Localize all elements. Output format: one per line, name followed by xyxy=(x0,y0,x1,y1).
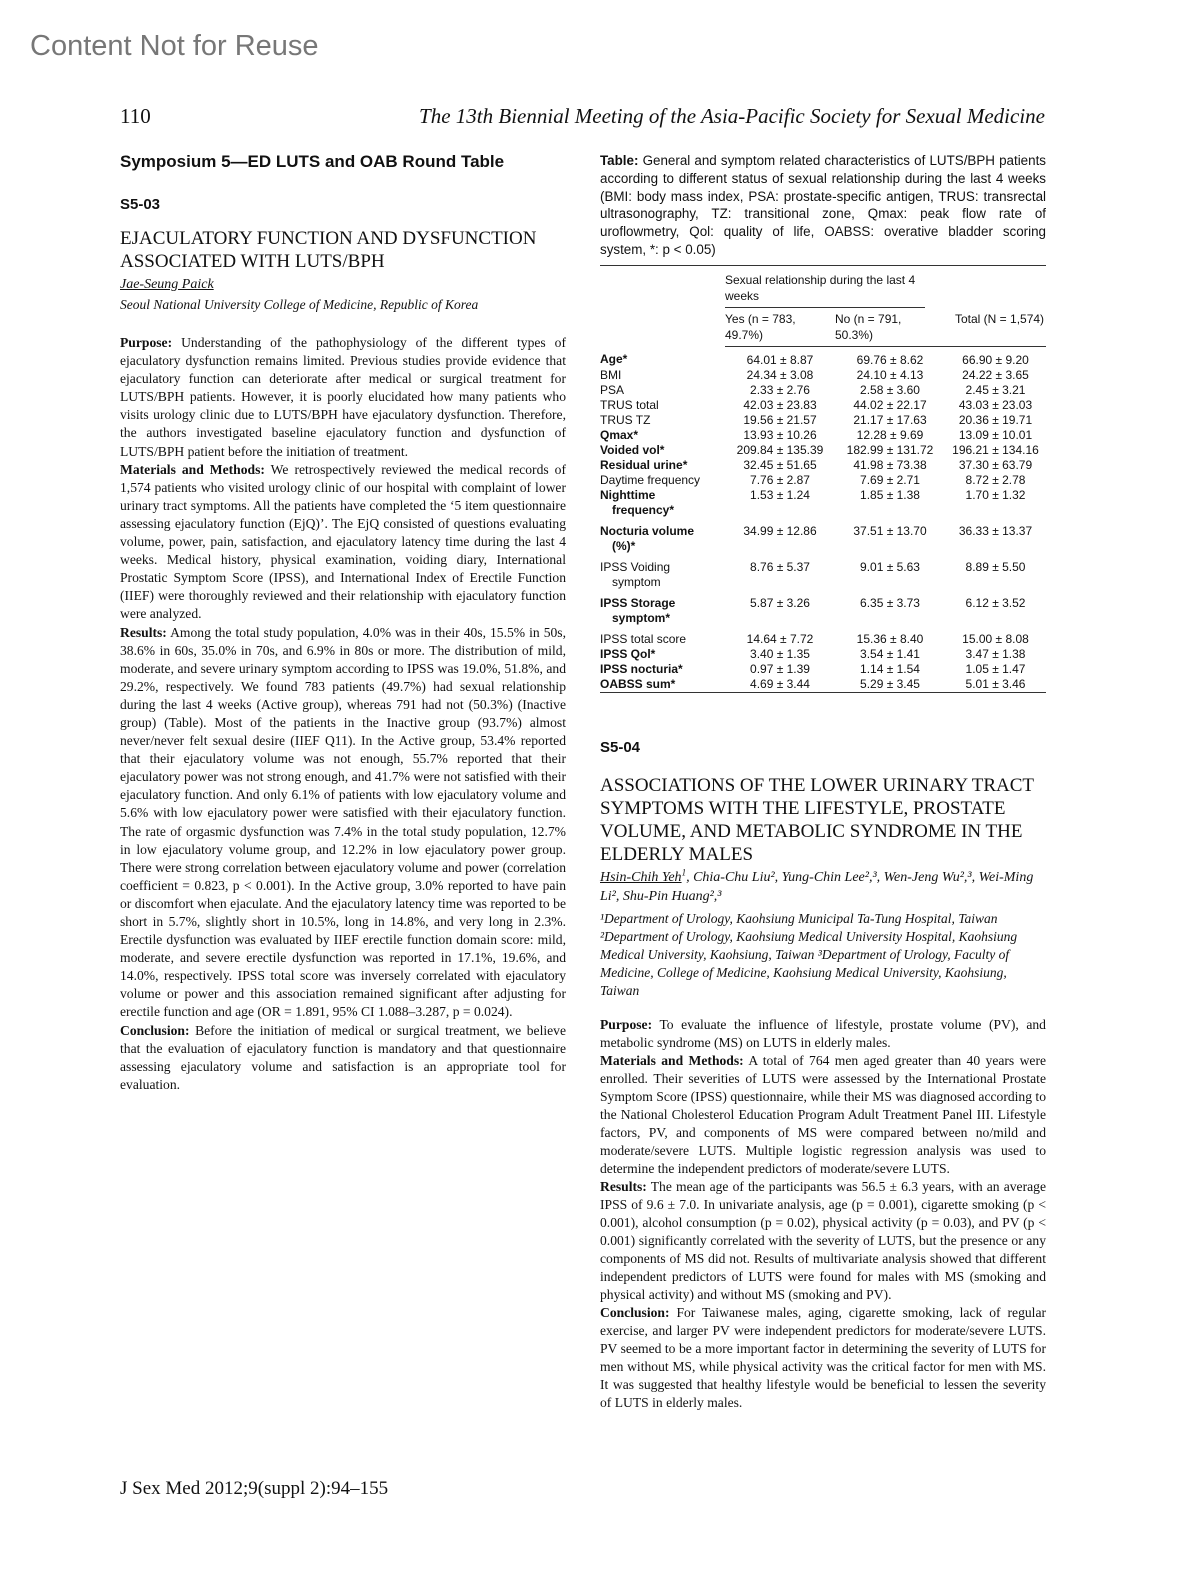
row-label: Nighttime xyxy=(600,487,656,502)
table-row xyxy=(600,383,1046,398)
characteristics-table xyxy=(600,265,1046,693)
affiliation-s5-03: Seoul National University College of Medicine, Republic of Korea xyxy=(120,297,479,312)
conclusion-label-s5-04: Conclusion: xyxy=(600,1304,670,1320)
row-label: OABSS sum* xyxy=(600,676,676,691)
methods-text: We retrospectively reviewed the medical records of 1,574 patients who visited urology clinic of our hospital with complaint of lower urinary tract symptoms. All the patients have completed the ‘5 item questionnaire assessing ejaculatory function (EjQ)’. The EjQ consisted of questions evaluating volume, power, pain, satisfaction, and ejaculatory latency time during the last 4 weeks. Medical history, physical examination, voiding diary, International Prostatic Symptom Score (IPSS), and International Index of Erectile Function (IIEF) were thoroughly reviewed and their relationship with ejaculatory function were analyzed. xyxy=(120,461,566,622)
row-label: IPSS Storage xyxy=(600,595,676,610)
cell-yes: 14.64 ± 7.72 xyxy=(746,631,814,646)
section-id-s5-04: S5-04 xyxy=(600,738,641,756)
abstract-body-s5-03 xyxy=(120,334,566,1094)
cell-total: 37.30 ± 63.79 xyxy=(958,457,1033,472)
cell-no: 69.76 ± 8.62 xyxy=(856,352,924,367)
cell-yes: 209.84 ± 135.39 xyxy=(736,442,824,457)
cell-total: 2.45 ± 3.21 xyxy=(965,382,1026,397)
abstract-title-s5-04: ASSOCIATIONS OF THE LOWER URINARY TRACT SYMPTOMS WITH THE LIFESTYLE, PROSTATE VOLUME, AND METABOLIC SYNDROME IN THE ELDERLY MALES xyxy=(600,774,1034,865)
table-row xyxy=(600,413,1046,428)
cell-total: 43.03 ± 23.03 xyxy=(958,397,1033,412)
row-label: Daytime frequency xyxy=(600,472,701,487)
symposium-title: Symposium 5—ED LUTS and OAB Round Table xyxy=(120,152,505,171)
row-label: IPSS total score xyxy=(600,631,687,646)
right-column xyxy=(600,152,1046,1412)
journal-running-title: The 13th Biennial Meeting of the Asia-Pacific Society for Sexual Medicine xyxy=(419,104,1045,128)
methods-text-s5-04: A total of 764 men aged greater than 40 years were enrolled. Their severities of LUTS were assessed by the International Prostate Symptom Score (IPSS) questionnaire, while their MS was diagnosed according to the National Cholesterol Education Program Adult Treatment Panel III. Lifestyle factors, PV, and components of MS were compared between no/mild and moderate/severe LUTS. Multiple logistic regression analysis was used to determine the independent predictors of moderate/severe LUTS. xyxy=(600,1052,1047,1176)
purpose-text-s5-04: To evaluate the influence of lifestyle, prostate volume (PV), and metabolic syndrome (MS) on LUTS in elderly males. xyxy=(600,1016,1046,1050)
span-header: Sexual relationship during the last 4 weeks xyxy=(725,272,925,308)
results-text-s5-04: The mean age of the participants was 56.5 ± 6.3 years, with an average IPSS of 9.6 ± 7.0. In univariate analysis, age (p = 0.001), cigarette smoking (p < 0.001), alcohol consumption (p = 0.02), physical activity (p = 0.03), and PV (p < 0.001) significantly correlated with the severity of LUTS, but the presence or any components of MS did not. Results of multivariate analysis showed that different independent predictors of LUTS were found for males with MS (smoking and physical activity) and without MS (smoking and PV). xyxy=(600,1178,1046,1302)
author-s5-03: Jae-Seung Paick xyxy=(120,277,214,292)
table-caption xyxy=(600,152,1046,259)
cell-no: 6.35 ± 3.73 xyxy=(860,595,920,610)
abstract-s5-04 xyxy=(600,739,1046,1412)
purpose-text: Understanding of the pathophysiology of the different types of ejaculatory dysfunction remains limited. Previous studies provide evidence that ejaculatory function can deteriorate after medical or surgical treatment for LUTS/BPH patients. However, it is poorly elucidated how many patients who visits urology clinic due to LUTS/BPH have ejaculatory dysfunction. Therefore, the authors investigated baseline ejaculatory function and dysfunction of LUTS/BPH patient before the initiation of treatment. xyxy=(120,335,566,459)
table-row xyxy=(600,346,1046,368)
methods-label: Materials and Methods: xyxy=(120,461,265,477)
cell-no: 37.51 ± 13.70 xyxy=(853,523,927,538)
cell-total: 36.33 ± 13.37 xyxy=(958,523,1033,538)
table-row xyxy=(600,428,1046,443)
cell-yes: 7.76 ± 2.87 xyxy=(750,472,810,487)
cell-no: 182.99 ± 131.72 xyxy=(846,442,934,457)
cell-total: 20.36 ± 19.71 xyxy=(958,412,1033,427)
conclusion-paragraph-s5-04 xyxy=(600,1304,1046,1412)
purpose-paragraph-s5-04 xyxy=(600,1016,1046,1052)
table-row xyxy=(600,473,1046,488)
purpose-label: Purpose: xyxy=(120,335,173,350)
cell-yes: 2.33 ± 2.76 xyxy=(750,382,810,397)
cell-no: 44.02 ± 22.17 xyxy=(853,397,927,412)
table-row xyxy=(600,488,1046,518)
cell-no: 12.28 ± 9.69 xyxy=(856,427,924,442)
cell-no: 15.36 ± 8.40 xyxy=(856,631,924,646)
row-label: BMI xyxy=(600,367,622,382)
table-row xyxy=(600,518,1046,554)
abstract-title-s5-03: EJACULATORY FUNCTION AND DYSFUNCTION ASSOCIATED WITH LUTS/BPH xyxy=(120,228,537,272)
section-id-s5-03: S5-03 xyxy=(120,196,161,213)
table-row xyxy=(600,662,1046,677)
row-label: IPSS nocturia* xyxy=(600,661,683,676)
row-label-continuation: symptom xyxy=(612,574,661,589)
cell-no: 1.85 ± 1.38 xyxy=(860,487,920,502)
purpose-label-s5-04: Purpose: xyxy=(600,1016,653,1032)
row-label-continuation: (%)* xyxy=(612,538,636,553)
cell-total: 5.01 ± 3.46 xyxy=(945,677,1046,693)
results-paragraph xyxy=(120,624,566,1022)
methods-label-s5-04: Materials and Methods: xyxy=(600,1052,744,1068)
cell-no: 9.01 ± 5.63 xyxy=(860,559,920,574)
table-row xyxy=(600,626,1046,647)
row-label-continuation: symptom* xyxy=(612,610,671,625)
cell-yes: 0.97 ± 1.39 xyxy=(750,661,810,676)
abstract-body-s5-04 xyxy=(600,1016,1046,1412)
col-header-yes: Yes (n = 783, 49.7%) xyxy=(725,311,796,342)
cell-total: 66.90 ± 9.20 xyxy=(962,352,1029,367)
cell-yes: 4.69 ± 3.44 xyxy=(725,677,835,693)
results-label: Results: xyxy=(120,624,167,640)
table-row xyxy=(600,677,1046,693)
affiliations-s5-04: ¹Department of Urology, Kaohsiung Municipal Ta-Tung Hospital, Taiwan ²Department of Urology, Kaohsiung Medical University Hospital, Kaohsiung Medical University, Kaohsiung, Taiwan ³Department of Urology, Faculty of Medicine, College of Medicine, Kaohsiung Medical University, Kaohsiung, Taiwan xyxy=(600,910,1018,998)
row-label-continuation: frequency* xyxy=(612,502,675,517)
conclusion-text-s5-04: For Taiwanese males, aging, cigarette smoking, lack of regular exercise, and larger PV were independent predictors for moderate/severe LUTS. PV seemed to be a more important factor in determining the severity of LUTS for men without MS, while physical activity was the critical factor for men with MS. It was suggested that healthy lifestyle would be beneficial to lessen the severity of LUTS in elderly males. xyxy=(600,1304,1046,1410)
cell-total: 3.47 ± 1.38 xyxy=(965,646,1026,661)
results-text: Among the total study population, 4.0% was in their 40s, 15.5% in 50s, 38.6% in 60s, 35.0% in 70s, and 6.9% in 80s or more. The distribution of mild, moderate, and severe urinary symptom according to IPSS was 19.0%, 51.8%, and 29.2%, respectively. We found 783 patients (49.7%) had sexual relationship during the last 4 weeks (Active group), whereas 791 had not (50.3%) (Inactive group) (Table). Most of the patients in the Inactive group (93.7%) almost never/never felt sexual desire (IIEF Q11). In the Active group, 53.4% reported that their ejaculatory volume was not enough, 55.7% reported that their ejaculatory power was not strong enough, and 41.7% were not satisfied with their ejaculatory function. And only 6.1% of patients with low ejaculatory volume and 5.6% with low ejaculatory power were satisfied with their ejaculatory function. The rate of orgasmic dysfunction was 7.4% in the total study population, 12.7% in low ejaculatory volume group, and 12.2% in low ejaculatory power group. There were strong correlation between ejaculatory volume and power (correlation coefficient = 0.823, p < 0.001). In the Active group, 3.0% reported to have pain or discomfort when ejaculate. And the ejaculatory latency time was reported to be short in 5.7%, slightly short in 10.5%, long in 14.8%, and very long in 2.3%. Erectile dysfunction was evaluated by IIEF erectile function domain score: mild, moderate, and severe erectile dysfunction was reported in 17.1%, 19.6%, and 14.0%, respectively. IPSS total score was inversely correlated with ejaculatory volume or power and this association remained significant after adjusting for erectile function and age (OR = 1.891, 95% CI 1.088–3.287, p = 0.024). xyxy=(120,624,566,1020)
presenting-author: Hsin-Chih Yeh xyxy=(600,869,682,885)
cell-total: 1.05 ± 1.47 xyxy=(965,661,1026,676)
page-number: 110 xyxy=(120,104,151,128)
cell-no: 7.69 ± 2.71 xyxy=(860,472,920,487)
cell-no: 24.10 ± 4.13 xyxy=(856,367,924,382)
cell-no: 3.54 ± 1.41 xyxy=(860,646,920,661)
table-row xyxy=(600,443,1046,458)
cell-no: 2.58 ± 3.60 xyxy=(860,382,920,397)
row-label: IPSS Voiding xyxy=(600,559,671,574)
table-row xyxy=(600,554,1046,590)
cell-total: 196.21 ± 134.16 xyxy=(952,442,1039,457)
cell-yes: 32.45 ± 51.65 xyxy=(743,457,817,472)
cell-yes: 19.56 ± 21.57 xyxy=(743,412,817,427)
cell-total: 8.72 ± 2.78 xyxy=(965,472,1026,487)
table-span-header-row xyxy=(600,265,1046,308)
col-header-total: Total (N = 1,574) xyxy=(955,311,1045,326)
cell-yes: 34.99 ± 12.86 xyxy=(743,523,817,538)
cell-yes: 64.01 ± 8.87 xyxy=(746,352,814,367)
cell-total: 15.00 ± 8.08 xyxy=(962,631,1029,646)
cell-total: 8.89 ± 5.50 xyxy=(965,559,1026,574)
row-label: TRUS TZ xyxy=(600,412,651,427)
cell-yes: 5.87 ± 3.26 xyxy=(750,595,810,610)
results-paragraph-s5-04 xyxy=(600,1178,1046,1304)
table-row xyxy=(600,398,1046,413)
conclusion-label: Conclusion: xyxy=(120,1022,190,1038)
methods-paragraph-s5-04 xyxy=(600,1052,1046,1178)
cell-yes: 3.40 ± 1.35 xyxy=(750,646,810,661)
results-label-s5-04: Results: xyxy=(600,1178,647,1194)
cell-yes: 24.34 ± 3.08 xyxy=(746,367,814,382)
cell-yes: 8.76 ± 5.37 xyxy=(750,559,810,574)
cell-no: 5.29 ± 3.45 xyxy=(835,677,945,693)
row-label: Voided vol* xyxy=(600,442,665,457)
cell-total: 13.09 ± 10.01 xyxy=(958,427,1033,442)
col-header-no: No (n = 791, 50.3%) xyxy=(835,311,902,342)
row-label: Age* xyxy=(600,352,628,367)
table-column-header-row xyxy=(600,308,1046,347)
table-caption-text: General and symptom related characteristics of LUTS/BPH patients according to different status of sexual relationship during the last 4 weeks (BMI: body mass index, PSA: prostate-specific antigen, TRUS: transrectal ultrasonography, TZ: transitional zone, Qmax: peak flow rate of uroflowmetry, Qol: quality of life, OABSS: overative bladder scoring system, *: p < 0.05) xyxy=(600,153,1046,257)
row-label: Residual urine* xyxy=(600,457,688,472)
table-caption-label: Table: xyxy=(600,153,639,168)
table-row xyxy=(600,368,1046,383)
table-row xyxy=(600,647,1046,662)
purpose-paragraph xyxy=(120,334,566,461)
cell-no: 41.98 ± 73.38 xyxy=(853,457,927,472)
authors-s5-04: Hsin-Chih Yeh$^1$, Chia-Chu Liu², Yung-Chin Lee²,³, Wen-Jeng Wu²,³, Wei-Ming Li², Shu-Pin Huang²,³ xyxy=(600,867,1034,904)
conclusion-paragraph xyxy=(120,1022,566,1094)
cell-yes: 42.03 ± 23.83 xyxy=(743,397,817,412)
cell-no: 1.14 ± 1.54 xyxy=(860,661,920,676)
footer-citation: J Sex Med 2012;9(suppl 2):94–155 xyxy=(120,1478,389,1499)
table-row xyxy=(600,590,1046,626)
row-label: IPSS Qol* xyxy=(600,646,656,661)
cell-yes: 13.93 ± 10.26 xyxy=(743,427,817,442)
row-label: Qmax* xyxy=(600,427,639,442)
cell-yes: 1.53 ± 1.24 xyxy=(750,487,810,502)
cell-total: 24.22 ± 3.65 xyxy=(962,367,1029,382)
methods-paragraph xyxy=(120,461,566,624)
cell-no: 21.17 ± 17.63 xyxy=(853,412,927,427)
conclusion-text: Before the initiation of medical or surgical treatment, we believe that the evaluation of ejaculatory function is mandatory and that questionnaire assessing ejaculatory volume and satisfaction is an appropriate tool for evaluation. xyxy=(120,1022,567,1092)
cell-total: 6.12 ± 3.52 xyxy=(965,595,1026,610)
row-label: Nocturia volume xyxy=(600,523,695,538)
watermark: Content Not for Reuse xyxy=(30,30,319,62)
left-column xyxy=(120,152,566,1094)
co-authors: Chia-Chu Liu², Yung-Chin Lee²,³, Wen-Jeng Wu²,³, Wei-Ming Li², Shu-Pin Huang²,³ xyxy=(600,869,1034,904)
table-row xyxy=(600,458,1046,473)
row-label: PSA xyxy=(600,382,625,397)
row-label: TRUS total xyxy=(600,397,659,412)
cell-total: 1.70 ± 1.32 xyxy=(965,487,1026,502)
